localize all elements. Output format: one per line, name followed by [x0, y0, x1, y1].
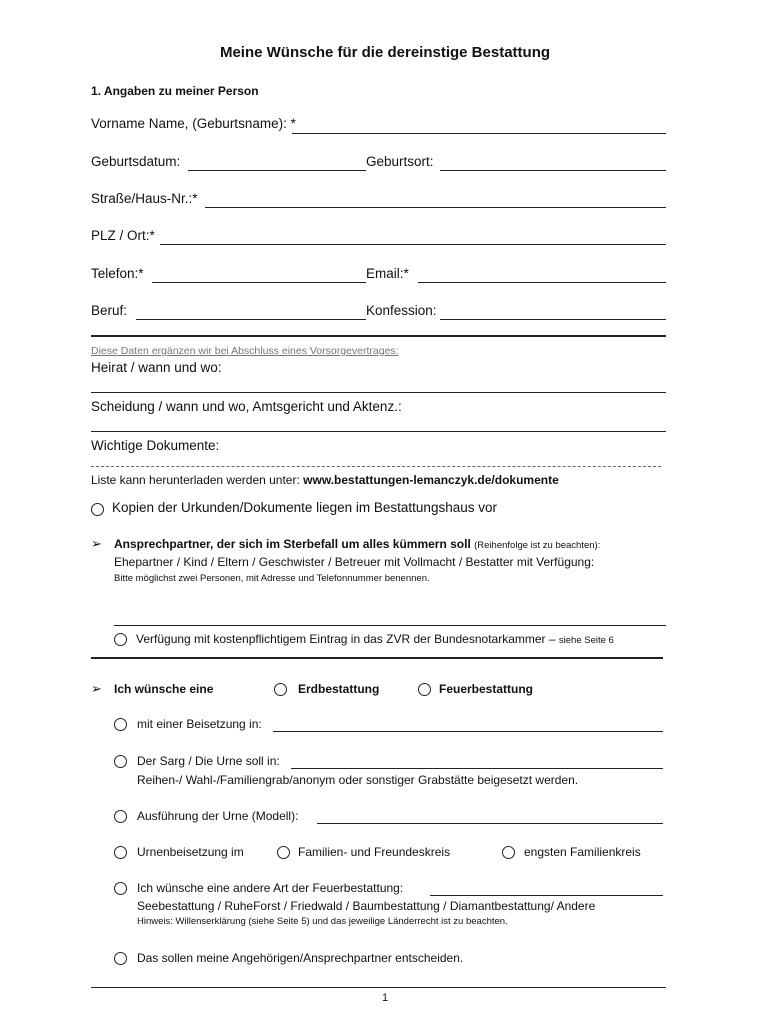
section-heading-person: 1. Angaben zu meiner Person — [91, 84, 259, 98]
note-vorsorgevertrag: Diese Daten ergänzen wir bei Abschluss eines Vorsorgevertrages: — [91, 345, 399, 357]
kopien-label-text: Kopien der Urkunden/Dokumente liegen im Bestattungshaus vor — [112, 500, 497, 515]
dokumente-label: Wichtige Dokumente: — [91, 438, 220, 453]
verfuegung-label: Verfügung mit kostenpflichtigem Eintrag in das ZVR der Bundesnotarkammer – — [136, 632, 556, 646]
email-field[interactable] — [418, 282, 666, 283]
liste-label: Liste kann herunterladen werden unter: — [91, 473, 300, 487]
engster-familienkreis-radio[interactable] — [502, 846, 515, 859]
engster-familienkreis-label: engsten Familienkreis — [524, 845, 641, 859]
arrow-bullet-icon: ➢ — [91, 681, 102, 696]
ansprechpartner-heading-row — [114, 537, 600, 551]
geburtsort-label: Geburtsort: — [366, 154, 434, 169]
urne-radio[interactable] — [114, 810, 127, 823]
dokumente-link[interactable]: www.bestattungen-lemanczyk.de/dokumente — [303, 473, 559, 487]
beisetzung-label: mit einer Beisetzung in: — [137, 717, 262, 731]
angehoerige-label: Das sollen meine Angehörigen/Ansprechpartner entscheiden. — [137, 951, 464, 965]
konfession-field[interactable] — [440, 319, 666, 320]
urnenbeisetzung-radio[interactable] — [114, 846, 127, 859]
plz-field[interactable] — [160, 244, 666, 245]
ansprechpartner-instruction: Bitte möglichst zwei Personen, mit Adresse und Telefonnummer benennen. — [114, 573, 430, 584]
familienkreis-label: Familien- und Freundeskreis — [298, 845, 451, 859]
ansprechpartner-hint: (Reihenfolge ist zu beachten): — [474, 540, 601, 551]
heirat-field[interactable] — [91, 392, 666, 393]
erdbestattung-label: Erdbestattung — [298, 682, 380, 696]
strasse-label: Straße/Haus-Nr.:* — [91, 191, 198, 206]
urne-field[interactable] — [317, 823, 663, 824]
andere-art-label: Ich wünsche eine andere Art der Feuerbestattung: — [137, 881, 404, 895]
feuerbestattung-label: Feuerbestattung — [439, 682, 534, 696]
heirat-label: Heirat / wann und wo: — [91, 360, 222, 375]
email-label: Email:* — [366, 266, 409, 281]
sarg-grabstaette: Reihen-/ Wahl-/Familiengrab/anonym oder sonstiger Grabstätte beigesetzt werden. — [137, 773, 579, 787]
beruf-field[interactable] — [136, 319, 366, 320]
beisetzung-field[interactable] — [273, 731, 663, 732]
scheidung-label: Scheidung / wann und wo, Amtsgericht und Aktenz.: — [91, 399, 402, 414]
konfession-label: Konfession: — [366, 303, 437, 318]
scheidung-field[interactable] — [91, 431, 666, 432]
andere-art-radio[interactable] — [114, 882, 127, 895]
liste-text — [91, 473, 559, 487]
sarg-radio[interactable] — [114, 755, 127, 768]
strasse-field[interactable] — [205, 207, 666, 208]
telefon-field[interactable] — [152, 282, 366, 283]
beruf-label: Beruf: — [91, 303, 128, 318]
page-title: Meine Wünsche für die dereinstige Bestattung — [219, 44, 551, 61]
andere-art-field[interactable] — [430, 895, 663, 896]
ansprechpartner-field[interactable] — [114, 625, 666, 626]
sarg-field[interactable] — [291, 768, 663, 769]
hinweis-text: Hinweis: Willenserklärung (siehe Seite 5) und das jeweilige Länderrecht ist zu beachten. — [137, 916, 508, 927]
ansprechpartner-list: Ehepartner / Kind / Eltern / Geschwister / Betreuer mit Vollmacht / Bestatter mit Verfügung: — [114, 555, 595, 569]
dokumente-field[interactable] — [91, 466, 661, 467]
vorname-field[interactable] — [292, 133, 666, 134]
verfuegung-small: siehe Seite 6 — [558, 635, 614, 646]
arrow-bullet-icon: ➢ — [91, 536, 102, 551]
urne-label: Ausführung der Urne (Modell): — [137, 809, 299, 823]
beisetzung-radio[interactable] — [114, 718, 127, 731]
telefon-label: Telefon:* — [91, 266, 144, 281]
ansprechpartner-heading: Ansprechpartner, der sich im Sterbefall um alles kümmern soll — [114, 537, 471, 551]
feuerbestattung-radio[interactable] — [418, 683, 431, 696]
page-number: 1 — [381, 992, 389, 1004]
section-divider — [91, 335, 666, 337]
kopien-radio[interactable] — [91, 503, 104, 516]
vorname-label: Vorname Name, (Geburtsname): * — [91, 116, 296, 131]
geburtsdatum-label: Geburtsdatum: — [91, 154, 181, 169]
angehoerige-radio[interactable] — [114, 952, 127, 965]
plz-label: PLZ / Ort:* — [91, 228, 155, 243]
section-divider-2 — [91, 657, 663, 659]
andere-art-options: Seebestattung / RuheForst / Friedwald / Baumbestattung / Diamantbestattung/ Andere — [137, 899, 596, 913]
verfuegung-radio[interactable] — [114, 633, 127, 646]
sarg-label: Der Sarg / Die Urne soll in: — [137, 754, 280, 768]
wunsch-label: Ich wünsche eine — [114, 682, 214, 696]
urnenbeisetzung-label: Urnenbeisetzung im — [137, 845, 244, 859]
footer-divider — [91, 987, 666, 988]
erdbestattung-radio[interactable] — [274, 683, 287, 696]
familienkreis-radio[interactable] — [277, 846, 290, 859]
geburtsort-field[interactable] — [440, 170, 666, 171]
geburtsdatum-field[interactable] — [188, 170, 366, 171]
verfuegung-row — [136, 632, 614, 646]
